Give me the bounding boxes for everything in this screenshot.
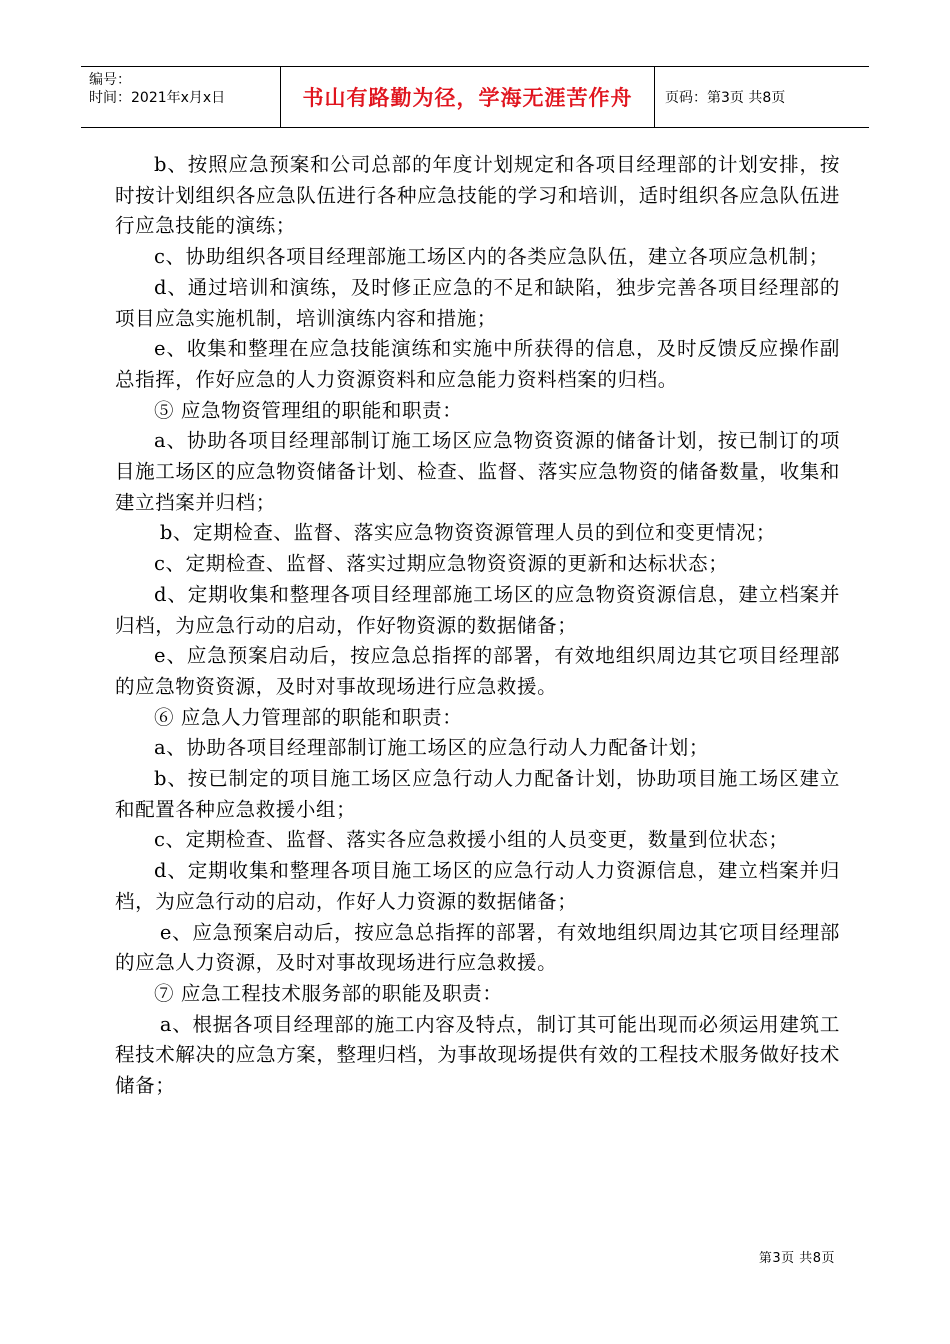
section-heading: ⑤ 应急物资管理组的职能和职责： bbox=[154, 398, 463, 422]
paragraph: e、应急预案启动后，按应急总指挥的部署，有效地组织周边其它项目经理部的应急物资资源，及时对事故现场进行应急救援。 bbox=[115, 644, 840, 698]
header-motto: 书山有路勤为径，学海无涯苦作舟 bbox=[281, 67, 655, 127]
section-heading: ⑥ 应急人力管理部的职能和职责： bbox=[154, 705, 463, 729]
paragraph: c、协助组织各项目经理部施工场区内的各类应急队伍，建立各项应急机制； bbox=[154, 245, 829, 269]
page-header bbox=[81, 66, 869, 128]
paragraph: a、协助各项目经理部制订施工场区应急物资资源的储备计划，按已制订的项目施工场区的应急物资储备计划、检查、监督、落实应急物资的储备数量，收集和建立挡案并归档； bbox=[115, 429, 840, 514]
paragraph: b、定期检查、监督、落实应急物资资源管理人员的到位和变更情况； bbox=[159, 521, 776, 545]
paragraph: c、定期检查、监督、落实过期应急物资资源的更新和达标状态； bbox=[154, 552, 729, 576]
paragraph: e、收集和整理在应急技能演练和实施中所获得的信息，及时反馈反应操作副总指挥，作好应急的人力资源资料和应急能力资料档案的归档。 bbox=[115, 337, 840, 391]
paragraph: d、定期收集和整理各项目经理部施工场区的应急物资资源信息，建立档案并归档，为应急行动的启动，作好物资源的数据储备； bbox=[115, 582, 840, 637]
section-heading: ⑦ 应急工程技术服务部的职能及职责： bbox=[154, 981, 503, 1005]
document-time-label: 时间：2021年x月x日 bbox=[89, 90, 226, 106]
paragraph: c、定期检查、监督、落实各应急救援小组的人员变更，数量到位状态； bbox=[154, 828, 789, 852]
paragraph: e、应急预案启动后，按应急总指挥的部署，有效地组织周边其它项目经理部的应急人力资源，及时对事故现场进行应急救援。 bbox=[115, 920, 840, 975]
paragraph: a、协助各项目经理部制订施工场区的应急行动人力配备计划； bbox=[154, 736, 709, 760]
paragraph: b、按已制定的项目施工场区应急行动人力配备计划，协助项目施工场区建立和配置各种应急救援小组； bbox=[115, 767, 840, 821]
paragraph: b、按照应急预案和公司总部的年度计划规定和各项目经理部的计划安排，按时按计划组织各应急队伍进行各种应急技能的学习和培训，适时组织各应急队伍进行应急技能的演练； bbox=[115, 153, 840, 238]
header-page-number: 页码：第3页 共8页 bbox=[665, 90, 786, 106]
header-meta bbox=[81, 67, 281, 127]
document-number-label: 编号： bbox=[89, 72, 131, 88]
paragraph: d、定期收集和整理各项目施工场区的应急行动人力资源信息，建立档案并归档，为应急行动的启动，作好人力资源的数据储备； bbox=[115, 859, 840, 913]
paragraph: a、根据各项目经理部的施工内容及特点，制订其可能出现而必须运用建筑工程技术解决的应急方案，整理归档，为事故现场提供有效的工程技术服务做好技术储备； bbox=[115, 1012, 840, 1098]
document-body bbox=[115, 150, 840, 1102]
page-footer: 第3页 共8页 bbox=[758, 1251, 835, 1266]
paragraph: d、通过培训和演练，及时修正应急的不足和缺陷，独步完善各项目经理部的项目应急实施机制，培训演练内容和措施； bbox=[115, 275, 840, 330]
